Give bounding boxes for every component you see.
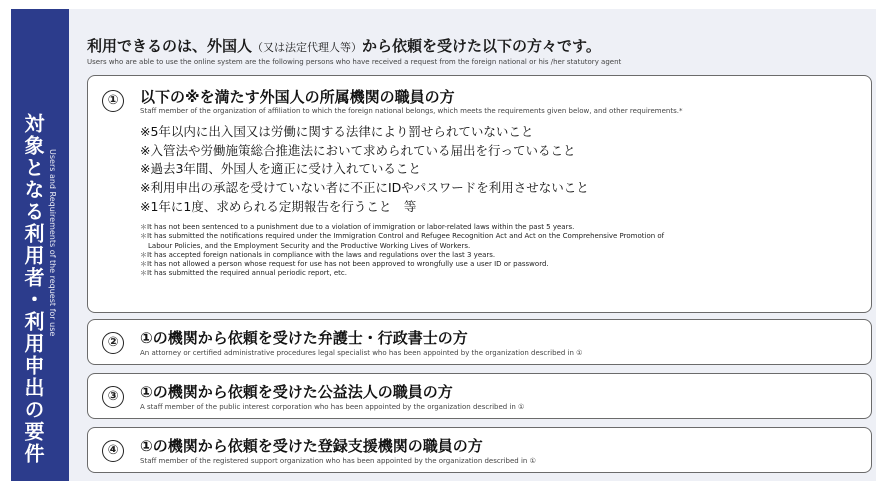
condition-jp: ※5年以内に出入国又は労働に関する法律により罰せられていないこと bbox=[140, 124, 534, 139]
number-badge-2: ② bbox=[102, 332, 124, 354]
condition-jp: ※利用申出の承認を受けていない者に不正にIDやパスワードを利用させないこと bbox=[140, 180, 589, 196]
requirement-card-2 bbox=[87, 319, 872, 365]
condition-jp: ※入管法や労働施策総合推進法において求められている届出を行っていること bbox=[140, 142, 576, 158]
card-1-title: 以下の※を満たす外国人の所属機関の職員の方 bbox=[140, 88, 455, 106]
card-2-subtitle: An attorney or certified administrative procedures legal specialist who has been appointed by the organization described in ① bbox=[140, 349, 583, 357]
condition-en: ＊It has accepted foreign nationals in compliance with the laws and regulations over the last 3 years. bbox=[140, 250, 496, 259]
condition-en: ＊It has submitted the required annual periodic report, etc. bbox=[140, 269, 347, 278]
number-badge-4: ④ bbox=[102, 440, 124, 462]
card-3-title: ①の機関から依頼を受けた公益法人の職員の方 bbox=[140, 383, 453, 401]
card-2-title: ①の機関から依頼を受けた弁護士・行政書士の方 bbox=[140, 329, 468, 347]
heading-tail: から依頼を受けた以下の方々です。 bbox=[362, 37, 601, 55]
conditions-jp-list bbox=[140, 123, 589, 217]
condition-en: Labour Policies, and the Employment Security and the Productive Working Lives of Workers. bbox=[148, 241, 471, 250]
card-4-subtitle: Staff member of the registered support organization who has been appointed by the organization described in ① bbox=[140, 457, 536, 465]
card-3-subtitle: A staff member of the public interest corporation who has been appointed by the organization described in ① bbox=[140, 403, 525, 411]
condition-en: ＊It has not allowed a person whose request for use has not been approved to wrongfully use a user ID or password. bbox=[140, 260, 549, 269]
number-badge-3: ③ bbox=[102, 386, 124, 408]
condition-jp: ※1年に1度、求められる定期報告を行うこと 等 bbox=[140, 198, 417, 214]
requirement-card-4 bbox=[87, 427, 872, 473]
sidebar-band bbox=[11, 9, 69, 481]
requirement-card-1 bbox=[87, 75, 872, 313]
condition-jp: ※過去3年間、外国人を適正に受け入れていること bbox=[140, 161, 421, 177]
page-subheading: Users who are able to use the online system are the following persons who have received a request from the foreign national or his /her statutory agent bbox=[87, 58, 622, 66]
condition-en: ＊It has not been sentenced to a punishment due to a violation of immigration or labor-related laws within the past 5 years. bbox=[140, 223, 575, 231]
condition-en: ＊It has submitted the notifications required under the Immigration Control and Refugee Recognition Act and Act on the Comprehensive Promotion of bbox=[140, 232, 665, 241]
requirement-card-3 bbox=[87, 373, 872, 419]
sidebar-title-jp: 対象となる利用者・利用申出の要件 bbox=[21, 113, 45, 465]
sidebar-title-en: Users and Requirements of the request for use bbox=[48, 149, 57, 337]
number-badge-1: ① bbox=[102, 90, 124, 112]
card-4-title: ①の機関から依頼を受けた登録支援機関の職員の方 bbox=[140, 437, 483, 455]
page-heading bbox=[87, 35, 601, 56]
heading-main: 利用できるのは、外国人 bbox=[87, 37, 253, 55]
conditions-en-list bbox=[140, 223, 860, 279]
heading-paren: （又は法定代理人等） bbox=[252, 41, 363, 54]
card-1-subtitle: Staff member of the organization of affiliation to which the foreign national belongs, which meets the requirements given below, and other requirements.* bbox=[140, 107, 683, 115]
